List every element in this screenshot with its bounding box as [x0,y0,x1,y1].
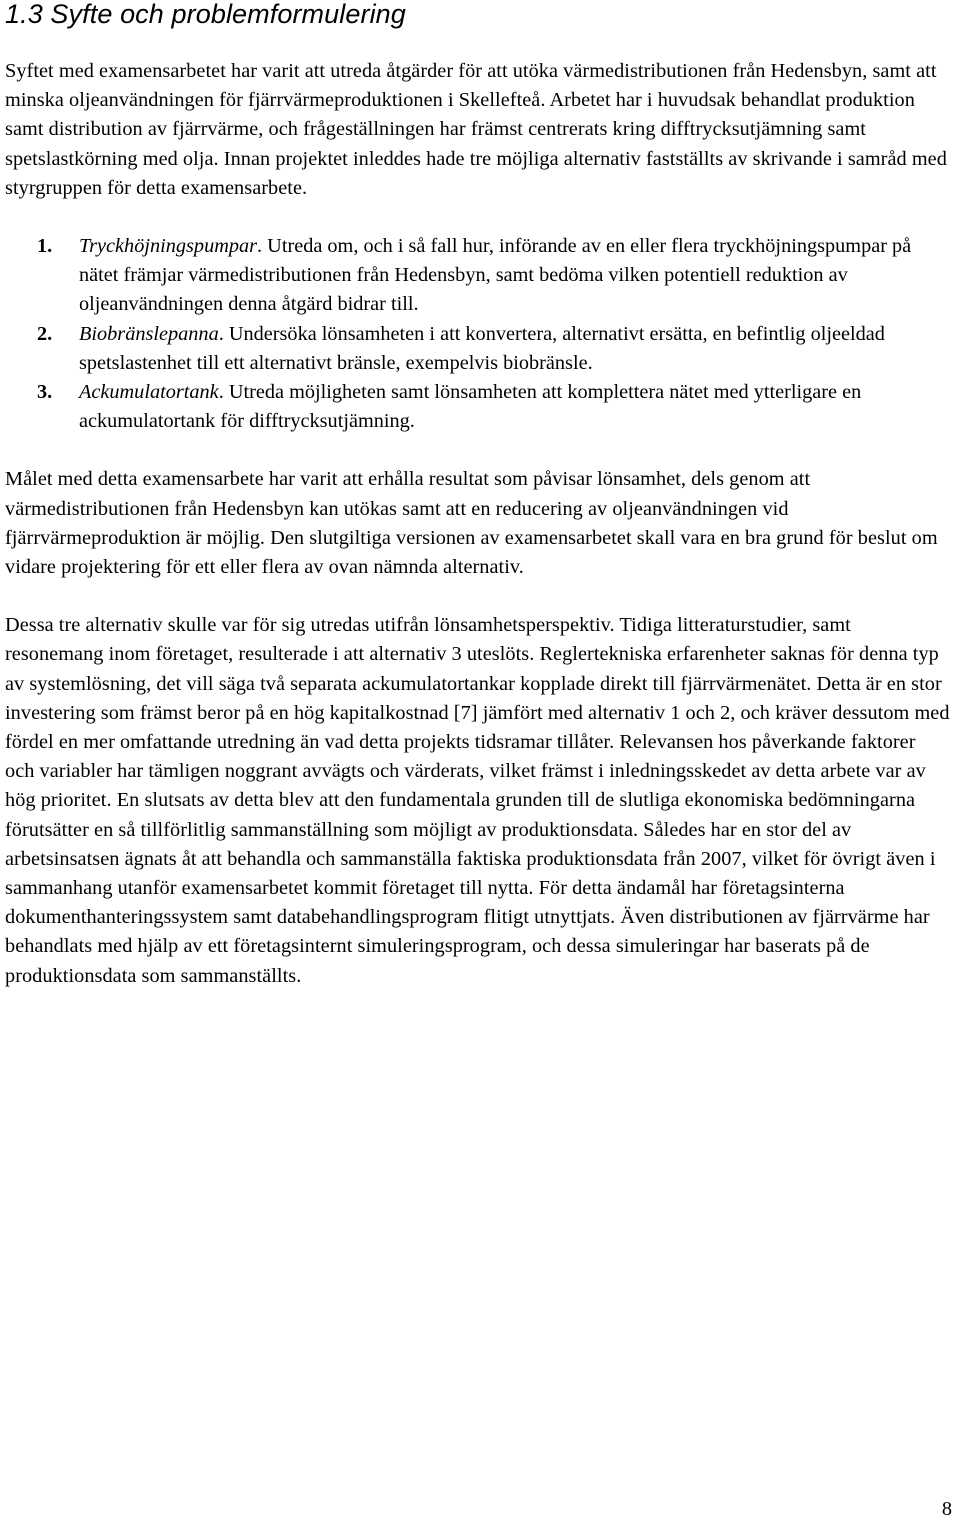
list-item-number: 2. [37,322,53,345]
list-item-term: Tryckhöjningspumpar [79,235,258,258]
list-item-number: 3. [37,381,53,404]
method-paragraph: Dessa tre alternativ skulle var för sig utredas utifrån lönsamhetsperspektiv. Tidiga litteraturstudier, samt resonemang inom företaget, resulterade i att alternativ 3 uteslöts. Reglertekniska erfarenheter saknas för denna typ av systemlösning, det vill säga två separata ackumulatortankar kopplade direkt till fjärrvärmenätet. Detta är en stor investering som främst beror på en hög kapitalkostnad [7] jämfört med alternativ 1 och 2, och kräver dessutom med fördel en mer omfattande utredning än vad detta projekts tidsramar tillåter. Relevansen hos påverkande faktorer och variabler har tämligen noggrant avvägts och värderats, vilket främst i inledningsskedet av detta arbete var av hög prioritet. En slutsats av detta blev att den fundamentala grunden till de slutliga ekonomiska bedömningarna förutsätter en så tillförlitlig sammanställning som möjligt av produktionsdata. Således har en stor del av arbetsinsatsen ägnats åt att behandla och sammanställa faktiska produktionsdata från 2007, vilket för övrigt även i sammanhang utanför examensarbetet kommit företaget till nytta. För detta ändamål har företagsinterna dokumenthanteringssystem samt databehandlingsprogram flitigt utnyttjats. Även distributionen av fjärrvärme har behandlats med hjälp av ett företagsinternt simuleringsprogram, och dessa simuleringar har baserats på de produktionsdata som sammanställts. [5,614,950,987]
list-item-term: Ackumulatortank [79,381,219,404]
list-item [5,320,950,378]
list-item-text: . Undersöka lönsamheten i att konvertera, alternativt ersätta, en befintlig oljeeldad spetslastenhet till ett alternativt bränsle, exempelvis biobränsle. [79,322,885,374]
list-item [5,378,950,436]
page-number: 8 [941,1498,952,1520]
list-item-text: . Utreda om, och i så fall hur, införande av en eller flera tryckhöjningspumpar på nätet främjar värmedistributionen från Hedensbyn, samt bedöma vilken potentiell reduktion av oljeanvändningen denna åtgärd bidrar till. [79,235,912,316]
goal-paragraph: Målet med detta examensarbete har varit att erhålla resultat som påvisar lönsamhet, dels genom att värmedistributionen från Hedensbyn kan utökas samt att en reducering av oljeanvändningen vid fjärrvärmeproduktion är möjlig. Den slutgiltiga versionen av examensarbetet skall vara en bra grund för beslut om vidare projektering för ett eller flera av ovan nämnda alternativ. [5,468,938,579]
list-item [5,232,950,320]
list-item-number: 1. [37,235,53,258]
list-item-term: Biobränslepanna [79,322,219,345]
document-page [5,0,950,991]
section-title: 1.3 Syfte och problemformulering [5,0,406,29]
intro-paragraph: Syftet med examensarbetet har varit att utreda åtgärder för att utöka värmedistributionen från Hedensbyn, samt att minska oljeanvändningen för fjärrvärmeproduktionen i Skellefteå. Arbetet har i huvudsak behandlat produktion samt distribution av fjärrvärme, och frågeställningen har främst centrerats kring difftrycksutjämning samt spetslastkörning med olja. Innan projektet inleddes hade tre möjliga alternativ fastställts av skrivande i samråd med styrgruppen för detta examensarbete. [5,60,947,199]
list-item-text: . Utreda möjligheten samt lönsamheten att komplettera nätet med ytterligare en ackumulatortank för difftrycksutjämning. [79,381,862,433]
alternatives-list [5,232,950,436]
